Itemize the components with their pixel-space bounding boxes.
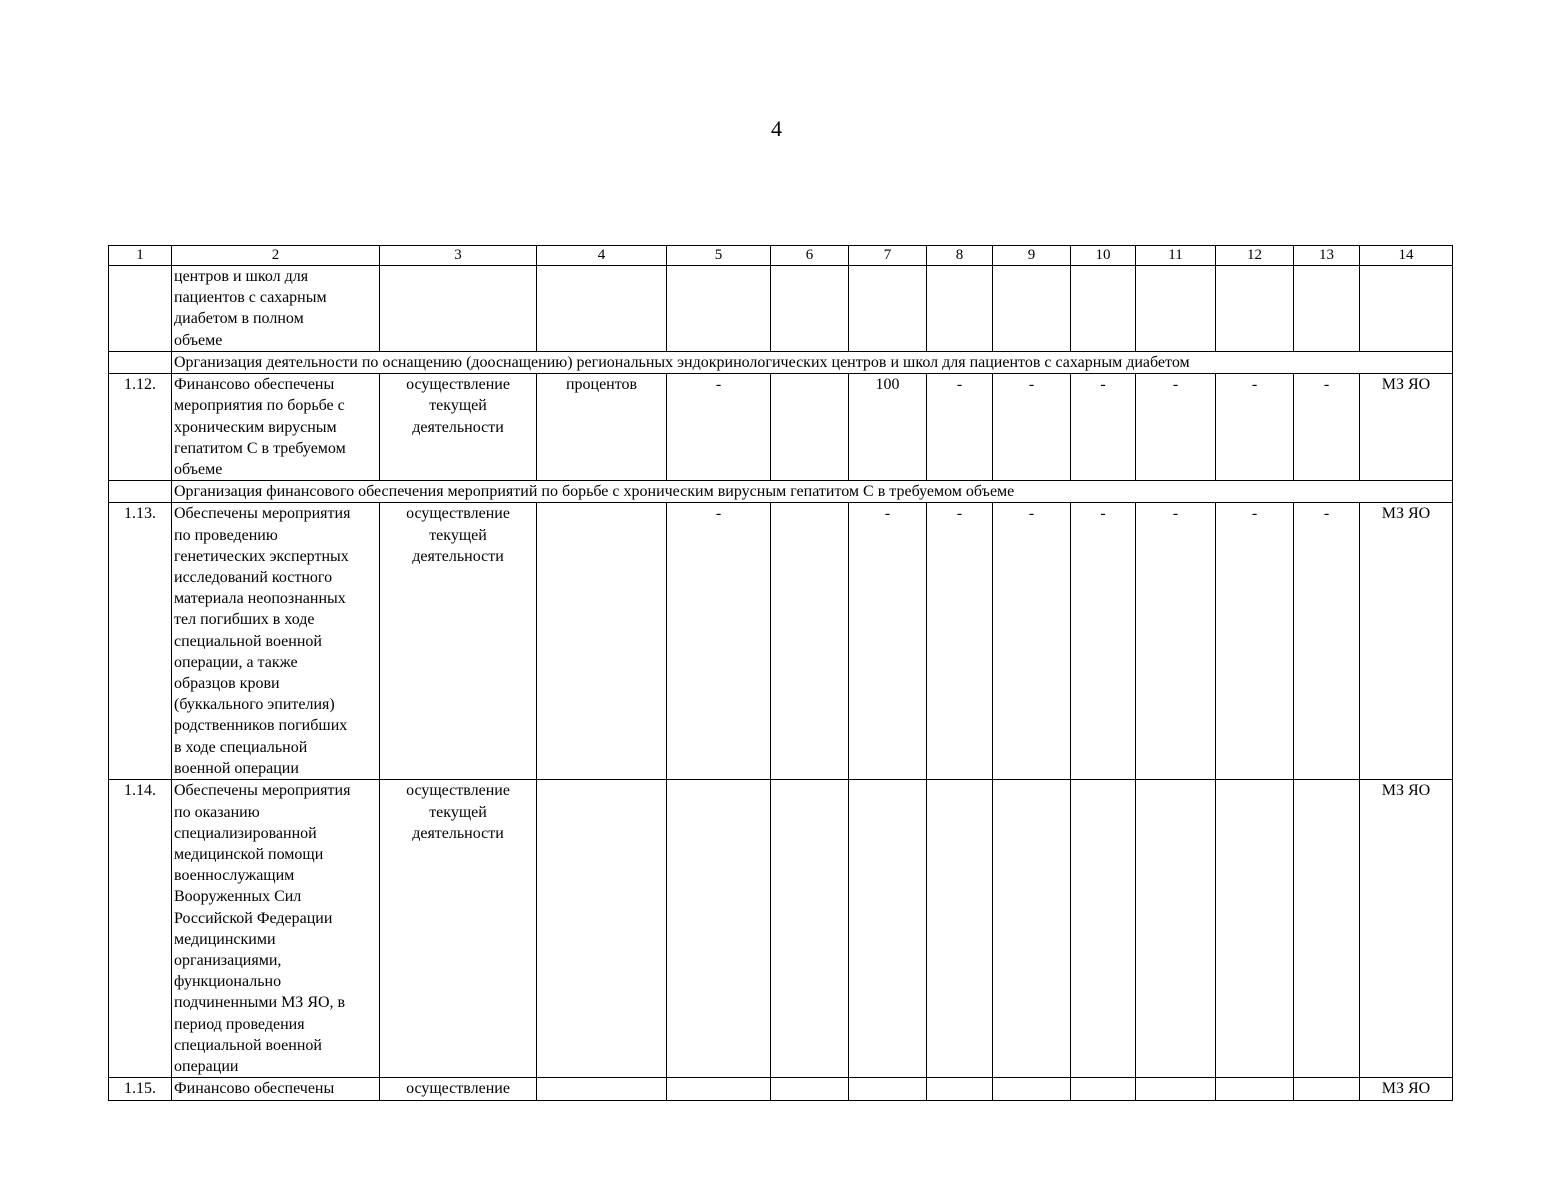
value-cell: [1071, 1078, 1136, 1100]
value-cell: [1216, 1078, 1294, 1100]
row-number-cell: [109, 352, 172, 374]
indicator-name-cell: Финансово обеспечены мероприятия по борьбе с хроническим вирусным гепатитом С в требуемом объеме: [172, 374, 380, 481]
column-number-1: 1: [109, 246, 172, 266]
unit-cell: [537, 266, 667, 352]
responsible-cell: МЗ ЯО: [1360, 503, 1453, 780]
indicator-type-cell: осуществление текущей деятельности: [380, 374, 537, 481]
column-number-10: 10: [1071, 246, 1136, 266]
value-cell: [1216, 266, 1294, 352]
row-number-cell: 1.14.: [109, 780, 172, 1078]
value-cell: [667, 780, 771, 1078]
column-number-8: 8: [927, 246, 993, 266]
responsible-cell: МЗ ЯО: [1360, 1078, 1453, 1100]
table-row: [109, 266, 1453, 352]
value-cell: [667, 266, 771, 352]
value-cell: [927, 1078, 993, 1100]
column-number-7: 7: [849, 246, 927, 266]
row-number-cell: [109, 481, 172, 503]
activity-span-cell: Организация финансового обеспечения мероприятий по борьбе с хроническим вирусным гепатитом С в требуемом объеме: [172, 481, 1453, 503]
row-number-cell: [109, 266, 172, 352]
value-cell: -: [1071, 503, 1136, 780]
value-cell: [771, 780, 849, 1078]
unit-cell: [537, 780, 667, 1078]
indicator-name-cell: Обеспечены мероприятия по оказанию специализированной медицинской помощи военнослужащим Вооруженных Сил Российской Федерации медицинскими организациями, функционально подчиненными МЗ ЯО, в период проведения специальной военной операции: [172, 780, 380, 1078]
responsible-cell: МЗ ЯО: [1360, 374, 1453, 481]
table-row: [109, 1078, 1453, 1100]
value-cell: [993, 780, 1071, 1078]
value-cell: 100: [849, 374, 927, 481]
column-number-5: 5: [667, 246, 771, 266]
indicator-name-cell: Обеспечены мероприятия по проведению генетических экспертных исследований костного материала неопознанных тел погибших в ходе специальной военной операции, а также образцов крови (буккального эпителия) родственников погибших в ходе специальной военной операции: [172, 503, 380, 780]
row-number-cell: 1.15.: [109, 1078, 172, 1100]
value-cell: [1216, 780, 1294, 1078]
value-cell: [1071, 780, 1136, 1078]
indicator-type-cell: [380, 266, 537, 352]
column-number-3: 3: [380, 246, 537, 266]
indicator-type-cell: осуществление текущей деятельности: [380, 780, 537, 1078]
value-cell: -: [1216, 374, 1294, 481]
value-cell: -: [1294, 374, 1360, 481]
value-cell: -: [667, 503, 771, 780]
table-row: [109, 374, 1453, 481]
column-number-14: 14: [1360, 246, 1453, 266]
unit-cell: [537, 503, 667, 780]
column-number-12: 12: [1216, 246, 1294, 266]
value-cell: -: [667, 374, 771, 481]
value-cell: [1136, 780, 1216, 1078]
value-cell: -: [1294, 503, 1360, 780]
indicator-name-cell: Финансово обеспечены: [172, 1078, 380, 1100]
value-cell: [849, 780, 927, 1078]
unit-cell: процентов: [537, 374, 667, 481]
column-number-4: 4: [537, 246, 667, 266]
value-cell: -: [1216, 503, 1294, 780]
value-cell: [771, 266, 849, 352]
value-cell: [927, 266, 993, 352]
row-number-cell: 1.12.: [109, 374, 172, 481]
value-cell: [1071, 266, 1136, 352]
value-cell: [849, 266, 927, 352]
value-cell: [1294, 780, 1360, 1078]
value-cell: -: [1071, 374, 1136, 481]
responsible-cell: [1360, 266, 1453, 352]
value-cell: [849, 1078, 927, 1100]
value-cell: [993, 1078, 1071, 1100]
table-row: [109, 780, 1453, 1078]
table-row: [109, 503, 1453, 780]
value-cell: -: [993, 374, 1071, 481]
value-cell: -: [927, 503, 993, 780]
value-cell: [1294, 1078, 1360, 1100]
value-cell: -: [1136, 374, 1216, 481]
value-cell: [993, 266, 1071, 352]
unit-cell: [537, 1078, 667, 1100]
column-number-6: 6: [771, 246, 849, 266]
value-cell: -: [849, 503, 927, 780]
value-cell: [927, 780, 993, 1078]
value-cell: -: [927, 374, 993, 481]
page-number: 4: [771, 116, 782, 141]
column-number-9: 9: [993, 246, 1071, 266]
value-cell: [771, 374, 849, 481]
value-cell: [1294, 266, 1360, 352]
value-cell: [1136, 1078, 1216, 1100]
table-row: [109, 352, 1453, 374]
value-cell: -: [1136, 503, 1216, 780]
row-number-cell: 1.13.: [109, 503, 172, 780]
indicators-table: [108, 245, 1453, 1101]
column-number-13: 13: [1294, 246, 1360, 266]
indicator-type-cell: осуществление текущей деятельности: [380, 503, 537, 780]
value-cell: [771, 503, 849, 780]
header-row: [109, 246, 1453, 266]
value-cell: [667, 1078, 771, 1100]
activity-span-cell: Организация деятельности по оснащению (дооснащению) региональных эндокринологических центров и школ для пациентов с сахарным диабетом: [172, 352, 1453, 374]
responsible-cell: МЗ ЯО: [1360, 780, 1453, 1078]
indicator-type-cell: осуществление: [380, 1078, 537, 1100]
column-number-2: 2: [172, 246, 380, 266]
value-cell: -: [993, 503, 1071, 780]
value-cell: [1136, 266, 1216, 352]
table-row: [109, 481, 1453, 503]
column-number-11: 11: [1136, 246, 1216, 266]
value-cell: [771, 1078, 849, 1100]
indicator-name-cell: центров и школ для пациентов с сахарным диабетом в полном объеме: [172, 266, 380, 352]
